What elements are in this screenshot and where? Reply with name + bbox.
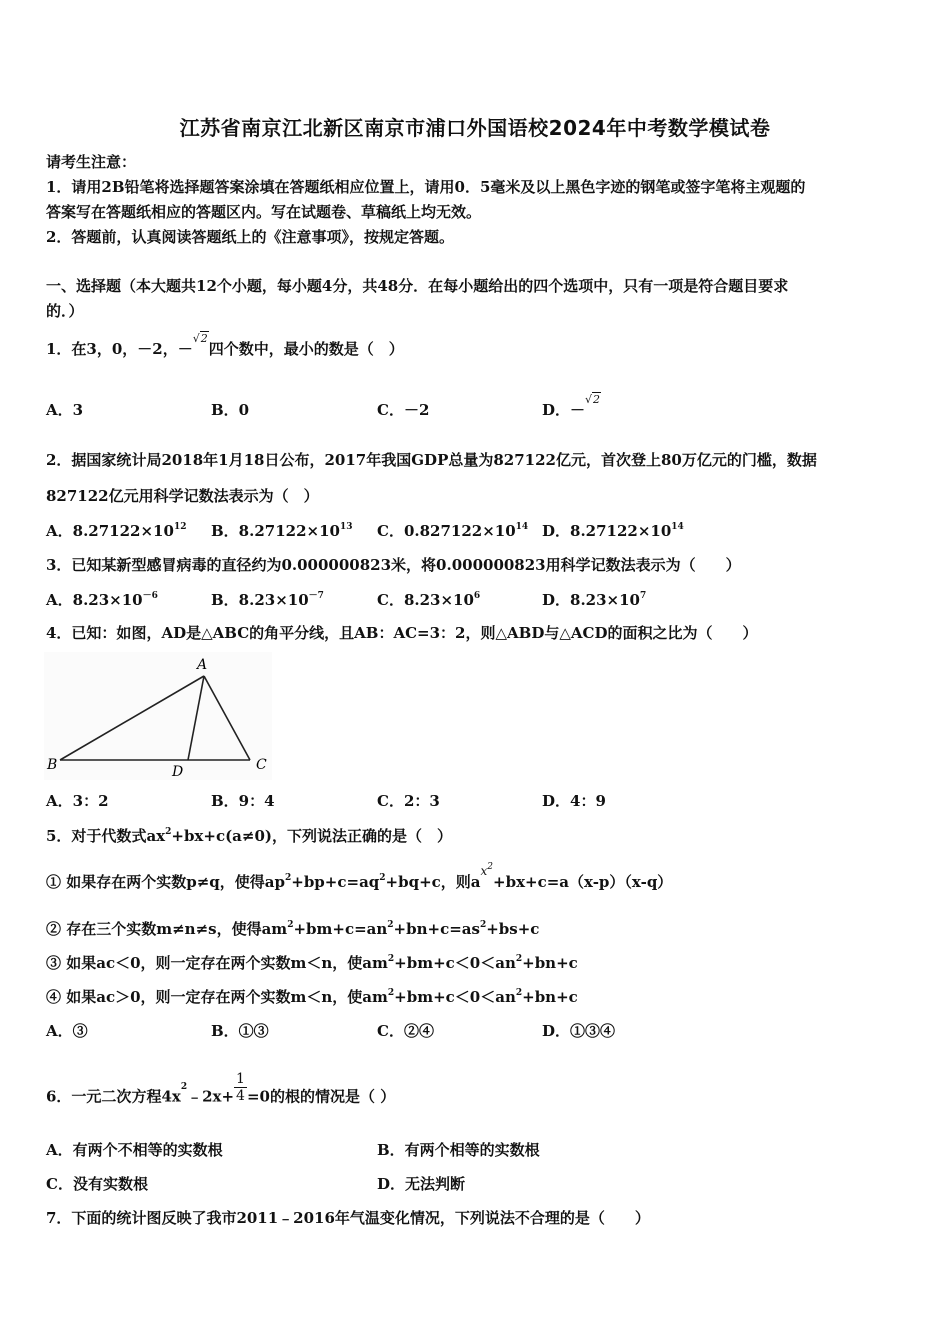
q1-stem-a: 1．在3，0，－2，－ bbox=[46, 340, 193, 358]
q6-fraction bbox=[234, 1071, 247, 1104]
question-4-stem: 4．已知：如图，AD是△ABC的角平分线，且AB：AC=3：2，则△ABD与△ACD的面积之比为（ ） bbox=[46, 624, 758, 642]
q1-option-a: A．3 bbox=[46, 401, 84, 419]
q1-stem-b: 四个数中，最小的数是（ ） bbox=[208, 340, 404, 358]
q1-option-b: B．0 bbox=[211, 401, 250, 419]
question-2-line-2: 827122亿元用科学记数法表示为（ ） bbox=[46, 487, 319, 505]
q5-s1-exp1: 2 bbox=[284, 873, 292, 883]
point-label-d: D bbox=[172, 764, 184, 780]
q5-s3-a: ③ 如果ac＜0，则一定存在两个实数m＜n，使am bbox=[46, 954, 388, 972]
q5-s1-exp2: 2 bbox=[379, 873, 386, 883]
q6-stem-exp: 2 bbox=[180, 1082, 188, 1092]
q2-option-d-base: D．8.27122×10 bbox=[542, 522, 672, 540]
notice-line-2: 答案写在答题纸相应的答题区内。写在试题卷、草稿纸上均无效。 bbox=[46, 203, 482, 221]
q5-s4-c: +bn+c bbox=[522, 988, 578, 1006]
q5-statement-2 bbox=[46, 919, 539, 939]
q3-option-b-exp: －7 bbox=[308, 591, 324, 601]
q2-option-b-exp: 13 bbox=[339, 522, 353, 532]
q5-s1-x-squared bbox=[481, 861, 494, 881]
q3-option-d-base: D．8.23×10 bbox=[542, 591, 640, 609]
q5-s1-b: +bp+c=aq bbox=[291, 873, 380, 891]
q3-option-d-exp: 7 bbox=[639, 591, 647, 601]
q5-s4-b: +bm+c＜0＜an bbox=[394, 988, 516, 1006]
section-heading-line-1: 一、选择题（本大题共12个小题，每小题4分，共48分．在每小题给出的四个选项中，只有一项是符合题目要求 bbox=[46, 277, 789, 295]
q2-option-c-base: C．0.827122×10 bbox=[377, 522, 516, 540]
q5-option-b: B．①③ bbox=[211, 1022, 269, 1040]
q6-fraction-denominator: 4 bbox=[236, 1088, 245, 1104]
q5-stem-a: 5．对于代数式ax bbox=[46, 827, 166, 845]
vertex-label-b: B bbox=[47, 757, 58, 773]
q3-option-b-base: B．8.23×10 bbox=[211, 591, 309, 609]
q5-s2-c: +bn+c=as bbox=[393, 920, 480, 938]
q3-option-c-base: C．8.23×10 bbox=[377, 591, 474, 609]
question-1-stem bbox=[46, 332, 404, 361]
sqrt-symbol: √2 bbox=[585, 393, 601, 406]
q5-s1-d: +bx+c=a（x-p）（x-q） bbox=[493, 873, 673, 891]
question-3-stem: 3．已知某新型感冒病毒的直径约为0.000000823米，将0.000000823用科学记数法表示为（ ） bbox=[46, 556, 741, 574]
q4-option-d: D．4：9 bbox=[542, 792, 606, 810]
notice-line-1: 1．请用2B铅笔将选择题答案涂填在答题纸相应位置上，请用0．5毫米及以上黑色字迹的钢笔或签字笔将主观题的 bbox=[46, 178, 806, 196]
q5-option-d: D．①③④ bbox=[542, 1022, 616, 1040]
q5-s3-exp2: 2 bbox=[515, 954, 523, 964]
question-2-line-1: 2．据国家统计局2018年1月18日公布，2017年我国GDP总量为827122亿元，首次登上80万亿元的门槛，数据 bbox=[46, 451, 817, 469]
q5-s1-a: ① 如果存在两个实数p≠q，使得ap bbox=[46, 873, 285, 891]
q3-option-c bbox=[377, 590, 480, 610]
q5-s2-exp2: 2 bbox=[387, 920, 394, 930]
q5-s3-b: +bm+c＜0＜an bbox=[394, 954, 516, 972]
q5-s3-exp1: 2 bbox=[387, 954, 395, 964]
q4-option-c: C．2：3 bbox=[377, 792, 440, 810]
q5-statement-3 bbox=[46, 953, 578, 973]
q6-option-a: A．有两个不相等的实数根 bbox=[46, 1141, 223, 1159]
q5-s2-a: ② 存在三个实数m≠n≠s，使得am bbox=[46, 920, 288, 938]
q5-statement-4 bbox=[46, 987, 578, 1007]
q5-statement-1 bbox=[46, 862, 673, 893]
q4-option-b: B．9：4 bbox=[211, 792, 275, 810]
q5-s4-exp1: 2 bbox=[387, 988, 395, 998]
notice-line-3: 2．答题前，认真阅读答题纸上的《注意事项》，按规定答题。 bbox=[46, 228, 454, 246]
q6-stem-c: =0的根的情况是（ ） bbox=[246, 1087, 396, 1106]
vertex-label-a: A bbox=[197, 657, 208, 673]
q1-sqrt-value: 2 bbox=[200, 332, 208, 345]
q5-stem-b: +bx+c(a≠0)，下列说法正确的是（ ） bbox=[171, 827, 452, 845]
q3-option-a-base: A．8.23×10 bbox=[46, 591, 143, 609]
q3-option-c-exp: 6 bbox=[473, 591, 481, 601]
question-7-stem: 7．下面的统计图反映了我市2011﹣2016年气温变化情况，下列说法不合理的是（ ） bbox=[46, 1209, 650, 1227]
q5-s4-a: ④ 如果ac＞0，则一定存在两个实数m＜n，使am bbox=[46, 988, 388, 1006]
q1-option-c: C．－2 bbox=[377, 401, 430, 419]
q1-option-d bbox=[542, 393, 601, 422]
q6-option-d: D．无法判断 bbox=[377, 1175, 466, 1193]
notice-heading: 请考生注意： bbox=[46, 153, 137, 171]
q6-option-b: B．有两个相等的实数根 bbox=[377, 1141, 540, 1159]
q1-option-d-sqrt: 2 bbox=[593, 393, 601, 406]
page-title: 江苏省南京江北新区南京市浦口外国语校2024年中考数学模试卷 bbox=[179, 116, 771, 140]
q2-option-b-base: B．8.27122×10 bbox=[211, 522, 340, 540]
triangle-figure bbox=[44, 652, 272, 780]
q3-option-d bbox=[542, 590, 646, 610]
q5-option-c: C．②④ bbox=[377, 1022, 434, 1040]
q2-option-a-exp: 12 bbox=[173, 522, 187, 532]
q5-s2-d: +bs+c bbox=[486, 920, 540, 938]
q2-option-c bbox=[377, 521, 528, 541]
q5-s1-x-exp: 2 bbox=[487, 862, 494, 872]
q6-fraction-numerator: 1 bbox=[236, 1071, 245, 1087]
q6-stem-a: 6．一元二次方程4x bbox=[46, 1087, 181, 1106]
q2-option-b bbox=[211, 521, 353, 541]
q2-option-a bbox=[46, 521, 186, 541]
q2-option-d-exp: 14 bbox=[671, 522, 684, 532]
q6-option-c: C．没有实数根 bbox=[46, 1175, 148, 1193]
q5-option-a: A．③ bbox=[46, 1022, 88, 1040]
q2-option-c-exp: 14 bbox=[515, 522, 529, 532]
q5-stem-exp: 2 bbox=[165, 827, 172, 837]
question-5-stem bbox=[46, 826, 452, 846]
q4-option-a: A．3：2 bbox=[46, 792, 109, 810]
q3-option-a-exp: －6 bbox=[142, 591, 158, 601]
section-heading-line-2: 的．） bbox=[46, 302, 84, 320]
q5-s1-c: +bq+c，则a bbox=[385, 873, 481, 891]
q5-s4-exp2: 2 bbox=[515, 988, 523, 998]
q6-stem-b: ﹣2x+ bbox=[187, 1087, 235, 1106]
q2-option-a-base: A．8.27122×10 bbox=[46, 522, 174, 540]
q5-s3-c: +bn+c bbox=[522, 954, 578, 972]
q1-option-d-prefix: D．－ bbox=[542, 401, 586, 419]
question-6-stem bbox=[46, 1071, 396, 1114]
q3-option-a bbox=[46, 590, 158, 610]
q3-option-b bbox=[211, 590, 324, 610]
sqrt-symbol: √2 bbox=[192, 332, 208, 345]
q5-s2-exp1: 2 bbox=[287, 920, 294, 930]
q2-option-d bbox=[542, 521, 684, 541]
q5-s2-b: +bm+c=an bbox=[293, 920, 388, 938]
vertex-label-c: C bbox=[256, 757, 267, 773]
q5-s1-x: x bbox=[480, 864, 488, 878]
q5-s2-exp3: 2 bbox=[479, 920, 487, 930]
